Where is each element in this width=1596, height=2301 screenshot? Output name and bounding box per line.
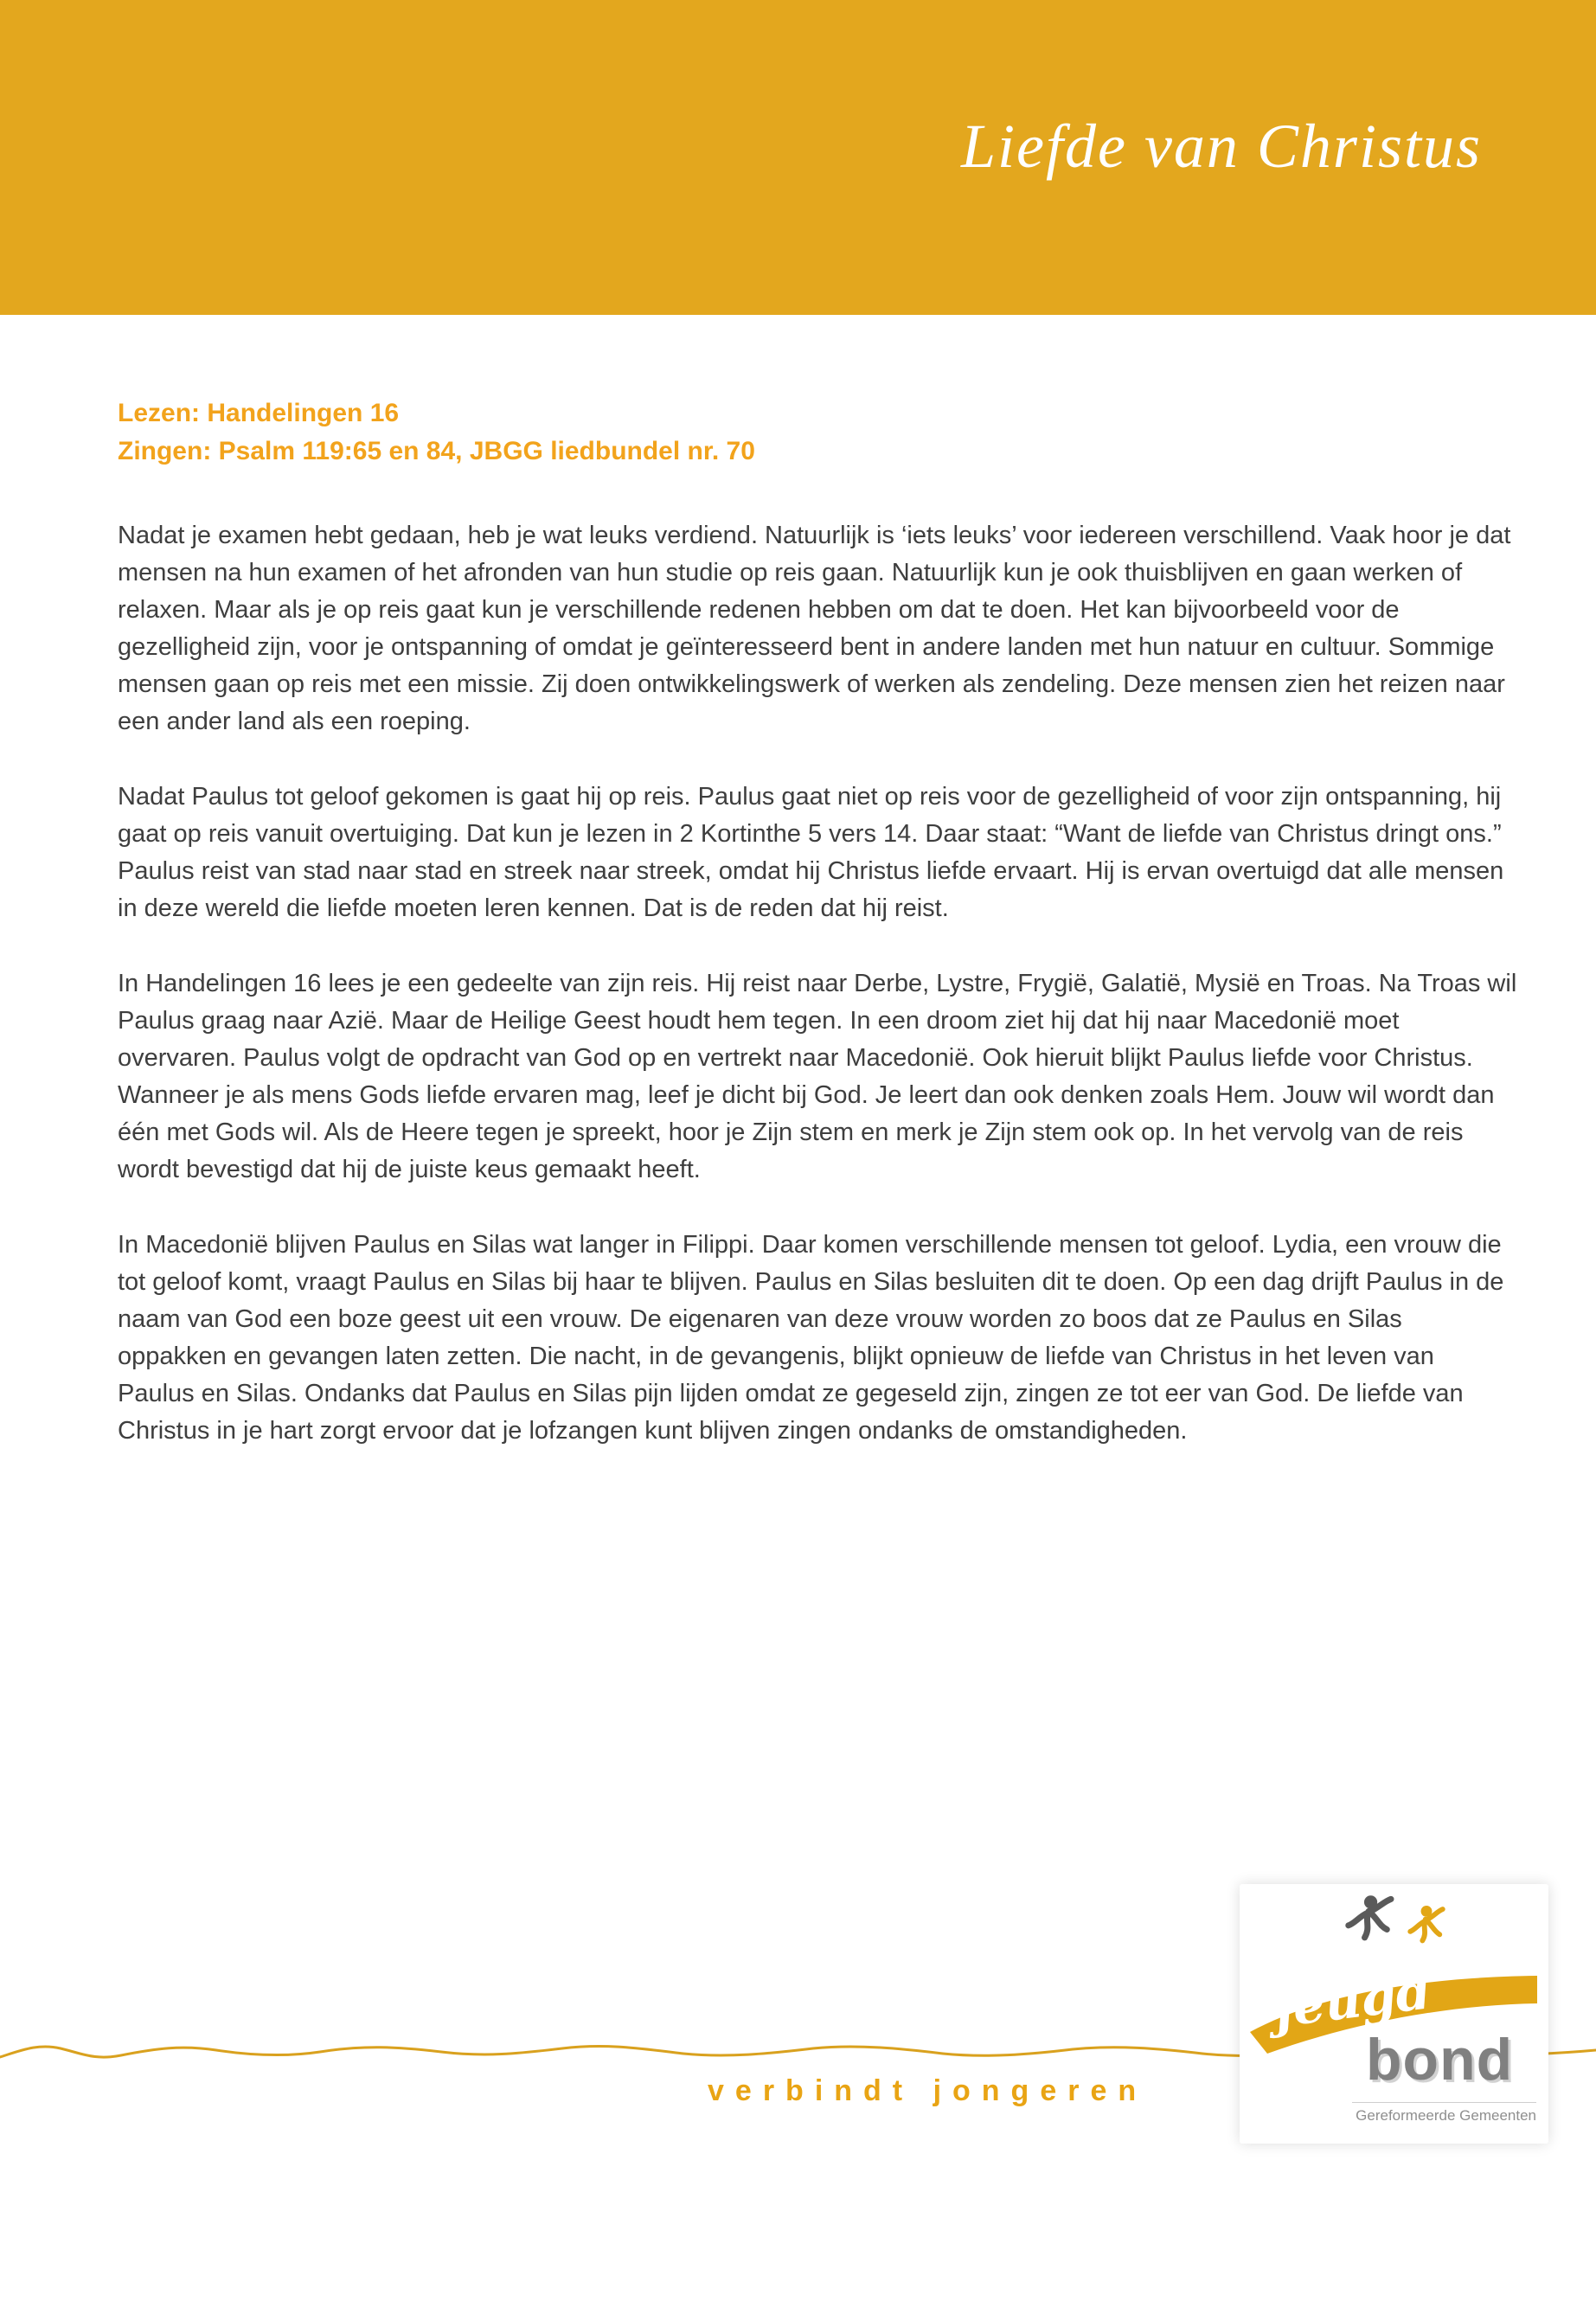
header-band (0, 0, 1596, 315)
leaping-figures-icon (1309, 1891, 1473, 1962)
paragraph-1: Nadat je examen hebt gedaan, heb je wat leuks verdiend. Natuurlijk is ‘iets leuks’ voor iedereen verschillend. Vaak hoor je dat mensen na hun examen of het afronden van hun studie op reis gaan. Natuurlijk kun je ook thuisblijven en gaan werken of relaxen. Maar als je op reis gaat kun je verschillende redenen hebben om dat te doen. Het kan bijvoorbeeld voor de gezelligheid zijn, voor je ontspanning of omdat je geïnteresseerd bent in andere landen met hun natuur en cultuur. Sommige mensen gaan op reis met een missie. Zij doen ontwikkelingswerk of werken als zendeling. Deze mensen zien het reizen naar een ander land als een roeping. (118, 522, 1511, 735)
page-title: Liefde van Christus (960, 112, 1482, 181)
zingen-line: Zingen: Psalm 119:65 en 84, JBGG liedbundel nr. 70 (118, 437, 755, 465)
paragraph-2: Nadat Paulus tot geloof gekomen is gaat hij op reis. Paulus gaat niet op reis voor de gezelligheid of voor zijn ontspanning, hij gaat op reis vanuit overtuiging. Dat kun je lezen in 2 Kortinthe 5 vers 14. Daar staat: “Want de liefde van Christus dringt ons.” Paulus reist van stad naar stad en streek naar streek, omdat hij Christus liefde ervaart. Hij is ervan overtuigd dat alle mensen in deze wereld die liefde moeten leren kennen. Dat is de reden dat hij reist. (118, 783, 1504, 922)
content-area (118, 394, 1517, 1488)
paragraph-3: In Handelingen 16 lees je een gedeelte van zijn reis. Hij reist naar Derbe, Lystre, Frygië, Galatië, Mysië en Troas. Na Troas wil Paulus graag naar Azië. Maar de Heilige Geest houdt hem tegen. In een droom ziet hij dat hij naar Macedonië moet overvaren. Paulus volgt de opdracht van God op en vertrekt naar Macedonië. Ook hieruit blijkt Paulus liefde voor Christus. Wanneer je als mens Gods liefde ervaren mag, leef je dicht bij God. Je leert dan ook denken zoals Hem. Jouw wil wordt dan één met Gods wil. Als de Heere tegen je spreekt, hoor je Zijn stem en merk je Zijn stem ook op. In het vervolg van de reis wordt bevestigd dat hij de juiste keus gemaakt heeft. (118, 970, 1517, 1183)
tagline: verbindt jongeren (708, 2074, 1148, 2107)
reading-instructions (118, 394, 1517, 471)
logo-word-bond: bond (1366, 2027, 1514, 2093)
logo-word-jeugd: jeugd (1271, 1961, 1434, 2039)
lezen-line: Lezen: Handelingen 16 (118, 399, 400, 427)
article-body (118, 517, 1517, 1450)
logo-subtext: Gereformeerde Gemeenten (1356, 2107, 1536, 2124)
logo-divider (1352, 2102, 1536, 2103)
jeugdbond-logo (1240, 1884, 1548, 2144)
paragraph-4: In Macedonië blijven Paulus en Silas wat langer in Filippi. Daar komen verschillende mensen tot geloof. Lydia, een vrouw die tot geloof komt, vraagt Paulus en Silas bij haar te blijven. Paulus en Silas besluiten dit te doen. Op een dag drijft Paulus in de naam van God een boze geest uit een vrouw. De eigenaren van deze vrouw worden zo boos dat ze Paulus en Silas oppakken en gevangen laten zetten. Die nacht, in de gevangenis, blijkt opnieuw de liefde van Christus in het leven van Paulus en Silas. Ondanks dat Paulus en Silas pijn lijden omdat ze gegeseld zijn, zingen ze tot eer van God. De liefde van Christus in je hart zorgt ervoor dat je lofzangen kunt blijven zingen ondanks de omstandigheden. (118, 1231, 1504, 1445)
